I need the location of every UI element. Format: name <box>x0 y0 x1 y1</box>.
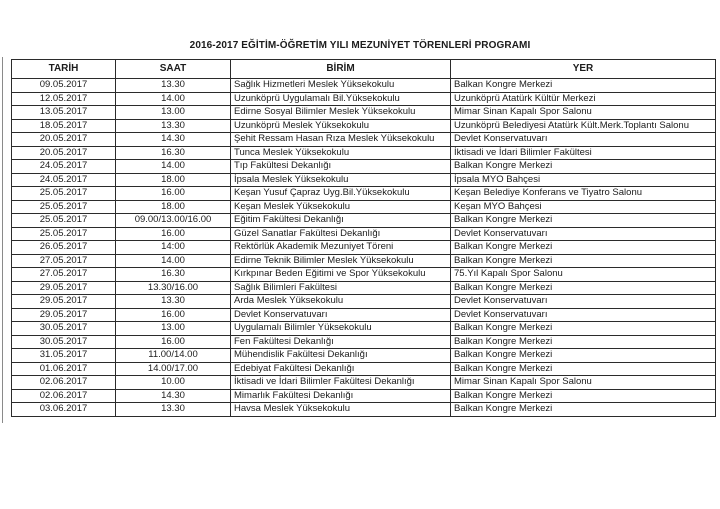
cell-yer: Uzunköprü Belediyesi Atatürk Kült.Merk.Toplantı Salonu <box>451 119 716 133</box>
cell-tarih: 02.06.2017 <box>12 389 116 403</box>
cell-tarih: 30.05.2017 <box>12 322 116 336</box>
cell-saat: 13.30 <box>116 79 231 93</box>
table-row <box>12 200 716 214</box>
cell-yer: Devlet Konservatuvarı <box>451 227 716 241</box>
table-row <box>12 335 716 349</box>
cell-tarih: 27.05.2017 <box>12 254 116 268</box>
cell-tarih: 24.05.2017 <box>12 160 116 174</box>
cell-tarih: 18.05.2017 <box>12 119 116 133</box>
cell-birim: Edirne Sosyal Bilimler Meslek Yüksekokulu <box>231 106 451 120</box>
cell-birim: Uzunköprü Uygulamalı Bil.Yüksekokulu <box>231 92 451 106</box>
cell-saat: 18.00 <box>116 173 231 187</box>
table-row <box>12 160 716 174</box>
column-header-yer: YER <box>451 60 716 79</box>
cell-saat: 14:00 <box>116 241 231 255</box>
cell-tarih: 24.05.2017 <box>12 173 116 187</box>
column-header-tarih: TARİH <box>12 60 116 79</box>
column-header-birim: BİRİM <box>231 60 451 79</box>
cell-tarih: 29.05.2017 <box>12 308 116 322</box>
header-row <box>12 60 716 79</box>
cell-saat: 14.00 <box>116 160 231 174</box>
cell-saat: 13.30 <box>116 403 231 417</box>
table-row <box>12 268 716 282</box>
cell-tarih: 02.06.2017 <box>12 376 116 390</box>
cell-birim: Uygulamalı Bilimler Yüksekokulu <box>231 322 451 336</box>
cell-saat: 10.00 <box>116 376 231 390</box>
table-row <box>12 133 716 147</box>
cell-birim: Mimarlık Fakültesi Dekanlığı <box>231 389 451 403</box>
cell-saat: 09.00/13.00/16.00 <box>116 214 231 228</box>
cell-yer: Balkan Kongre Merkezi <box>451 281 716 295</box>
cell-yer: 75.Yıl Kapalı Spor Salonu <box>451 268 716 282</box>
cell-saat: 13.30/16.00 <box>116 281 231 295</box>
table-row <box>12 106 716 120</box>
cell-tarih: 01.06.2017 <box>12 362 116 376</box>
cell-tarih: 26.05.2017 <box>12 241 116 255</box>
cell-saat: 18.00 <box>116 200 231 214</box>
schedule-table <box>11 59 716 417</box>
cell-yer: Devlet Konservatuvarı <box>451 133 716 147</box>
cell-birim: İktisadi ve İdari Bilimler Fakültesi Dekanlığı <box>231 376 451 390</box>
cell-tarih: 20.05.2017 <box>12 133 116 147</box>
cell-yer: Balkan Kongre Merkezi <box>451 389 716 403</box>
cell-tarih: 25.05.2017 <box>12 227 116 241</box>
cell-birim: Havsa Meslek Yüksekokulu <box>231 403 451 417</box>
cell-saat: 13.30 <box>116 295 231 309</box>
cell-saat: 14.00/17.00 <box>116 362 231 376</box>
cell-birim: Tunca Meslek Yüksekokulu <box>231 146 451 160</box>
cell-birim: Uzunköprü Meslek Yüksekokulu <box>231 119 451 133</box>
table-row <box>12 227 716 241</box>
cell-birim: Mühendislik Fakültesi Dekanlığı <box>231 349 451 363</box>
cell-tarih: 31.05.2017 <box>12 349 116 363</box>
cell-yer: İpsala MYO Bahçesi <box>451 173 716 187</box>
table-row <box>12 187 716 201</box>
scan-edge-artifact <box>2 57 3 423</box>
cell-yer: Balkan Kongre Merkezi <box>451 241 716 255</box>
cell-tarih: 03.06.2017 <box>12 403 116 417</box>
table-row <box>12 241 716 255</box>
schedule-table-body <box>12 79 716 417</box>
cell-saat: 14.30 <box>116 133 231 147</box>
table-row <box>12 146 716 160</box>
cell-yer: İktisadi ve İdari Bilimler Fakültesi <box>451 146 716 160</box>
table-row <box>12 119 716 133</box>
cell-birim: Sağlık Hizmetleri Meslek Yüksekokulu <box>231 79 451 93</box>
cell-saat: 16.30 <box>116 268 231 282</box>
cell-saat: 16.00 <box>116 308 231 322</box>
cell-birim: Edirne Teknik Bilimler Meslek Yüksekokulu <box>231 254 451 268</box>
cell-saat: 14.30 <box>116 389 231 403</box>
schedule-table-header <box>12 60 716 79</box>
table-row <box>12 92 716 106</box>
table-row <box>12 254 716 268</box>
cell-saat: 13.00 <box>116 106 231 120</box>
cell-yer: Keşan Belediye Konferans ve Tiyatro Salonu <box>451 187 716 201</box>
cell-saat: 14.00 <box>116 254 231 268</box>
cell-saat: 11.00/14.00 <box>116 349 231 363</box>
cell-saat: 16.00 <box>116 187 231 201</box>
cell-tarih: 25.05.2017 <box>12 187 116 201</box>
table-row <box>12 389 716 403</box>
cell-tarih: 25.05.2017 <box>12 214 116 228</box>
cell-birim: Keşan Yusuf Çapraz Uyg.Bil.Yüksekokulu <box>231 187 451 201</box>
cell-yer: Balkan Kongre Merkezi <box>451 254 716 268</box>
cell-birim: Şehit Ressam Hasan Rıza Meslek Yüksekokulu <box>231 133 451 147</box>
table-row <box>12 322 716 336</box>
cell-yer: Keşan MYO Bahçesi <box>451 200 716 214</box>
cell-tarih: 25.05.2017 <box>12 200 116 214</box>
cell-birim: Eğitim Fakültesi Dekanlığı <box>231 214 451 228</box>
cell-birim: Arda Meslek Yüksekokulu <box>231 295 451 309</box>
cell-birim: İpsala Meslek Yüksekokulu <box>231 173 451 187</box>
cell-birim: Keşan Meslek Yüksekokulu <box>231 200 451 214</box>
table-row <box>12 403 716 417</box>
table-row <box>12 173 716 187</box>
table-row <box>12 376 716 390</box>
cell-tarih: 20.05.2017 <box>12 146 116 160</box>
cell-tarih: 29.05.2017 <box>12 281 116 295</box>
cell-tarih: 13.05.2017 <box>12 106 116 120</box>
table-row <box>12 349 716 363</box>
table-row <box>12 362 716 376</box>
cell-tarih: 27.05.2017 <box>12 268 116 282</box>
column-header-saat: SAAT <box>116 60 231 79</box>
cell-birim: Fen Fakültesi Dekanlığı <box>231 335 451 349</box>
cell-birim: Rektörlük Akademik Mezuniyet Töreni <box>231 241 451 255</box>
cell-yer: Balkan Kongre Merkezi <box>451 160 716 174</box>
table-row <box>12 214 716 228</box>
cell-birim: Edebiyat Fakültesi Dekanlığı <box>231 362 451 376</box>
cell-tarih: 30.05.2017 <box>12 335 116 349</box>
cell-yer: Devlet Konservatuvarı <box>451 308 716 322</box>
page-title: 2016-2017 EĞİTİM-ÖĞRETİM YILI MEZUNİYET TÖRENLERİ PROGRAMI <box>189 40 531 51</box>
cell-birim: Güzel Sanatlar Fakültesi Dekanlığı <box>231 227 451 241</box>
cell-yer: Mimar Sinan Kapalı Spor Salonu <box>451 106 716 120</box>
cell-yer: Balkan Kongre Merkezi <box>451 322 716 336</box>
cell-yer: Balkan Kongre Merkezi <box>451 403 716 417</box>
table-row <box>12 79 716 93</box>
cell-yer: Mimar Sinan Kapalı Spor Salonu <box>451 376 716 390</box>
cell-tarih: 09.05.2017 <box>12 79 116 93</box>
cell-saat: 16.30 <box>116 146 231 160</box>
cell-yer: Balkan Kongre Merkezi <box>451 335 716 349</box>
cell-yer: Balkan Kongre Merkezi <box>451 362 716 376</box>
table-row <box>12 308 716 322</box>
cell-yer: Balkan Kongre Merkezi <box>451 214 716 228</box>
cell-birim: Sağlık Bilimleri Fakültesi <box>231 281 451 295</box>
cell-tarih: 12.05.2017 <box>12 92 116 106</box>
cell-birim: Tıp Fakültesi Dekanlığı <box>231 160 451 174</box>
cell-yer: Uzunköprü Atatürk Kültür Merkezi <box>451 92 716 106</box>
cell-birim: Kırkpınar Beden Eğitimi ve Spor Yüksekokulu <box>231 268 451 282</box>
cell-tarih: 29.05.2017 <box>12 295 116 309</box>
cell-saat: 14.00 <box>116 92 231 106</box>
table-row <box>12 281 716 295</box>
cell-saat: 16.00 <box>116 227 231 241</box>
cell-yer: Balkan Kongre Merkezi <box>451 349 716 363</box>
cell-birim: Devlet Konservatuvarı <box>231 308 451 322</box>
table-row <box>12 295 716 309</box>
cell-yer: Balkan Kongre Merkezi <box>451 79 716 93</box>
cell-yer: Devlet Konservatuvarı <box>451 295 716 309</box>
cell-saat: 13.00 <box>116 322 231 336</box>
cell-saat: 13.30 <box>116 119 231 133</box>
cell-saat: 16.00 <box>116 335 231 349</box>
